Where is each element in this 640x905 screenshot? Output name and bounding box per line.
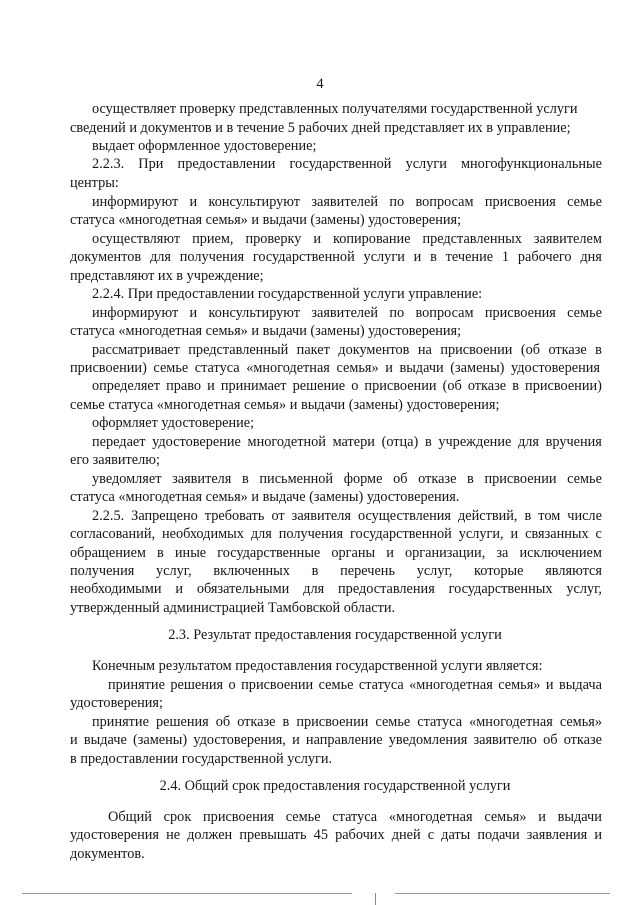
text-line: согласований, необходимых для получения государственной услуги, и связанных с [70,526,602,542]
text-line: 2.2.4. При предоставлении государственной услуги управление: [92,286,483,302]
text-line: оформляет удостоверение; [92,415,255,431]
text-line: Конечным результатом предоставления государственной услуги является: [92,658,543,674]
text-line: документов. [70,846,145,862]
text-line: в предоставлении государственной услуги. [70,751,333,767]
text-line: необходимыми и обязательными для предоставления государственных услуг, [70,581,602,597]
text-line: сведений и документов и в течение 5 рабочих дней представляет их в управление; [70,120,571,136]
section-heading: 2.3. Результат предоставления государственной услуги [168,627,502,643]
text-line: осуществляет проверку представленных получателями государственной услуги [92,101,578,117]
text-line: семье статуса «многодетная семья» и выдачи (замены) удостоверения; [70,397,500,413]
text-line: удостоверения не должен превышать 45 рабочих дней с даты подачи заявления и [70,827,602,843]
text-line: рассматривает представленный пакет документов на присвоении (об отказе в [92,342,602,358]
page-number: 4 [316,76,324,92]
text-line: удостоверения; [70,695,163,711]
text-line: принятие решения о присвоении семье статуса «многодетная семья» и выдача [108,677,602,693]
text-line: 2.2.5. Запрещено требовать от заявителя осуществления действий, в том числе [92,508,602,524]
text-line: обращением в иные государственные органы и организации, за исключением [70,545,602,561]
text-line: осуществляют прием, проверку и копирование представленных заявителем [92,231,602,247]
text-line: выдает оформленное удостоверение; [92,138,317,154]
text-line: Общий срок присвоения семье статуса «многодетная семья» и выдачи [108,809,602,825]
text-line: принятие решения об отказе в присвоении семье статуса «многодетная семья» [92,714,602,730]
scan-edge-line [22,893,352,894]
text-line: присвоении) семье статуса «многодетная семья» и выдачи (замены) удостоверения [70,360,600,376]
text-line: его заявителю; [70,452,160,468]
text-line: уведомляет заявителя в письменной форме об отказе в присвоении семье [92,471,602,487]
text-line: определяет право и принимает решение о присвоении (об отказе в присвоении) [92,378,602,394]
text-line: статуса «многодетная семья» и выдачи (замены) удостоверения; [70,323,462,339]
scan-edge-mark [375,893,376,905]
text-line: информируют и консультируют заявителей по вопросам присвоения семье [92,194,602,210]
text-line: получения услуг, включенных в перечень услуг, которые являются [70,563,602,579]
text-line: представляют их в учреждение; [70,268,264,284]
text-line: центры: [70,175,119,191]
scan-edge-line [395,893,610,894]
text-line: 2.2.3. При предоставлении государственной услуги многофункциональные [92,156,602,172]
text-line: утвержденный администрацией Тамбовской области. [70,600,396,616]
text-line: статуса «многодетная семья» и выдаче (замены) удостоверения. [70,489,460,505]
text-line: информируют и консультируют заявителей по вопросам присвоения семье [92,305,602,321]
text-line: передает удостоверение многодетной матери (отца) в учреждение для вручения [92,434,602,450]
text-line: и выдаче (замены) удостоверения, и направление уведомления заявителю об отказе [70,732,602,748]
section-heading: 2.4. Общий срок предоставления государственной услуги [159,778,511,794]
text-line: документов для получения государственной услуги и в течение 1 рабочего дня [70,249,602,265]
text-line: статуса «многодетная семья» и выдачи (замены) удостоверения; [70,212,462,228]
